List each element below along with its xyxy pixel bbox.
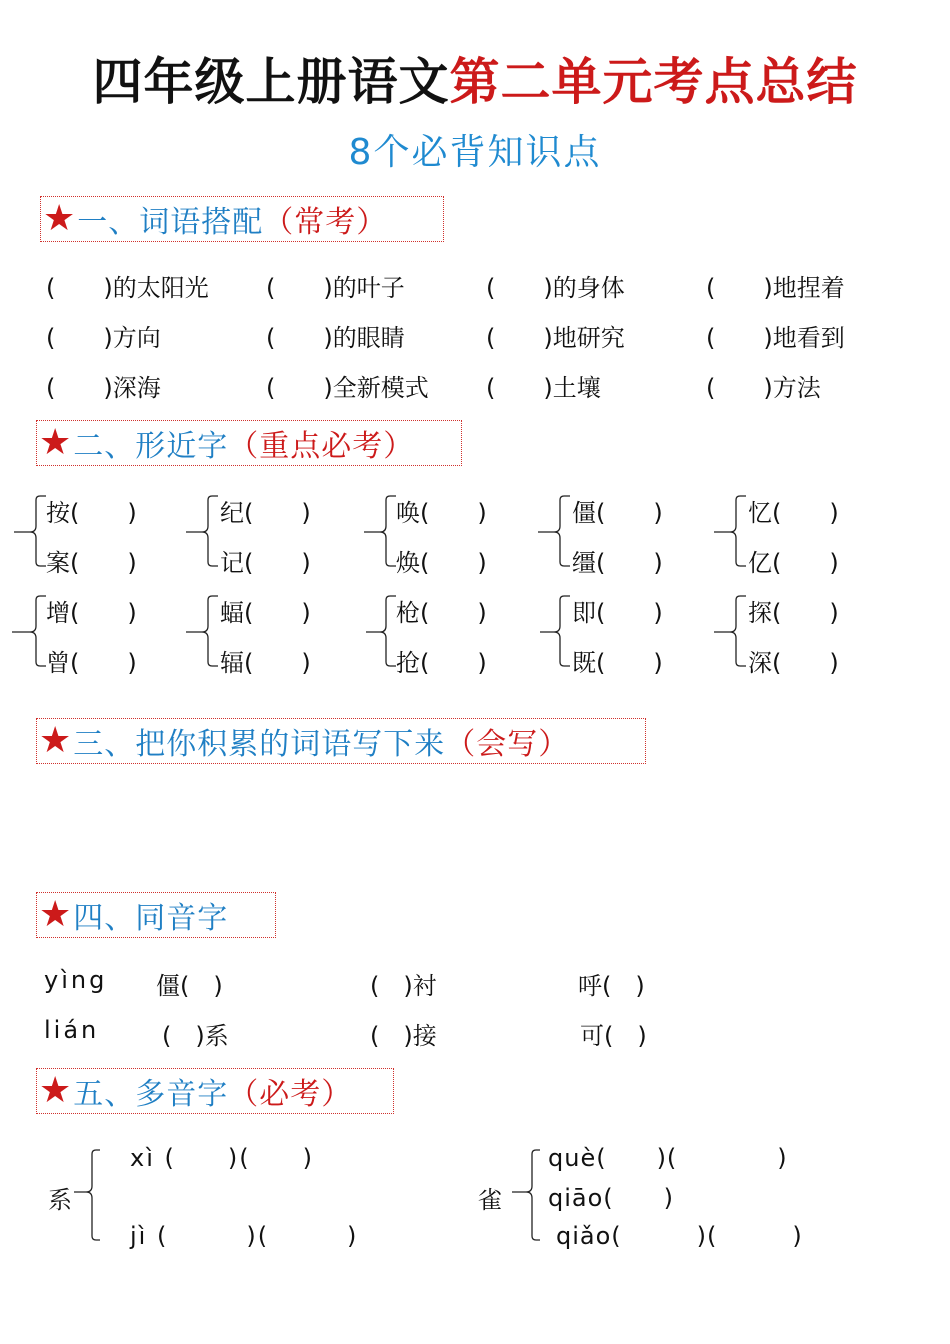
homophone-item: ( )系	[162, 1022, 229, 1050]
collocation-item: ( )方向	[46, 324, 161, 352]
similar-char-item: 缰( )	[572, 549, 663, 577]
similar-char-item: 枪( )	[396, 599, 487, 627]
collocation-item: ( )地研究	[486, 324, 625, 352]
polyphone-char: 系	[48, 1186, 72, 1214]
collocation-item: ( )的太阳光	[46, 274, 209, 302]
similar-char-item: 蝠( )	[220, 599, 311, 627]
section4-header	[36, 892, 276, 938]
polyphone-reading: què( )( )	[548, 1144, 788, 1172]
similar-char-item: 探( )	[748, 599, 839, 627]
similar-char-item: 抢( )	[396, 649, 487, 677]
section5-label: 五、多音字	[73, 1077, 229, 1112]
similar-char-item: 亿( )	[748, 549, 839, 577]
similar-char-item: 僵( )	[572, 499, 663, 527]
polyphone-reading: jì ( )( )	[130, 1222, 359, 1250]
similar-char-item: 记( )	[220, 549, 311, 577]
similar-char-item: 既( )	[572, 649, 663, 677]
brace-icon	[186, 596, 218, 666]
similar-char-item: 唤( )	[396, 499, 487, 527]
polyphone-reading: qiǎo( )( )	[556, 1222, 803, 1250]
pinyin-label: yìng	[44, 966, 108, 994]
similar-char-item: 即( )	[572, 599, 663, 627]
similar-char-item: 案( )	[46, 549, 137, 577]
homophone-item: 呼( )	[578, 972, 645, 1000]
collocation-item: ( )地看到	[706, 324, 845, 352]
similar-char-item: 焕( )	[396, 549, 487, 577]
homophone-item: ( )衬	[370, 972, 437, 1000]
collocation-item: ( )的身体	[486, 274, 625, 302]
brace-icon	[512, 1150, 540, 1240]
homophone-item: 僵( )	[156, 972, 223, 1000]
brace-icon	[364, 496, 396, 566]
page-title: 四年级上册语文第二单元考点总结	[92, 53, 858, 111]
section3-header	[36, 718, 646, 764]
collocation-item: ( )的叶子	[266, 274, 405, 302]
section5-tag: （必考）	[228, 1077, 353, 1112]
star-icon: ★	[39, 720, 72, 761]
similar-char-item: 忆( )	[748, 499, 839, 527]
similar-char-item: 辐( )	[220, 649, 311, 677]
brace-icon	[186, 496, 218, 566]
collocation-item: ( )深海	[46, 374, 161, 402]
collocation-item: ( )方法	[706, 374, 821, 402]
polyphone-char: 雀	[478, 1186, 502, 1214]
section2-label: 二、形近字	[73, 429, 229, 464]
section3-tag: （会写）	[445, 727, 570, 762]
section5-header	[36, 1068, 394, 1114]
pinyin-label: lián	[44, 1016, 100, 1044]
page-subtitle: 8个必背知识点	[348, 132, 602, 173]
brace-icon	[540, 596, 570, 666]
brace-icon	[366, 596, 396, 666]
star-icon: ★	[39, 1070, 72, 1111]
similar-char-item: 按( )	[46, 499, 137, 527]
brace-icon	[14, 496, 46, 566]
star-icon: ★	[39, 894, 72, 935]
section4-label: 四、同音字	[73, 901, 229, 936]
section2-tag: （重点必考）	[228, 429, 415, 464]
star-icon: ★	[43, 198, 76, 239]
brace-icon	[714, 596, 746, 666]
collocation-item: ( )地捏着	[706, 274, 845, 302]
homophone-item: 可( )	[580, 1022, 647, 1050]
similar-char-item: 曾( )	[46, 649, 137, 677]
brace-icon	[12, 596, 46, 666]
collocation-item: ( )的眼睛	[266, 324, 405, 352]
section1-tag: （常考）	[263, 205, 388, 240]
star-icon: ★	[39, 422, 72, 463]
brace-icon	[714, 496, 746, 566]
similar-char-item: 增( )	[46, 599, 137, 627]
section3-label: 三、把你积累的词语写下来	[73, 727, 446, 762]
similar-char-item: 纪( )	[220, 499, 311, 527]
brace-icon	[538, 496, 570, 566]
homophone-item: ( )接	[370, 1022, 437, 1050]
collocation-item: ( )土壤	[486, 374, 601, 402]
polyphone-reading: xì ( )( )	[130, 1144, 314, 1172]
similar-char-item: 深( )	[748, 649, 839, 677]
section1-label: 一、词语搭配	[77, 205, 264, 240]
collocation-item: ( )全新模式	[266, 374, 429, 402]
polyphone-reading: qiāo( )	[548, 1184, 675, 1212]
brace-icon	[74, 1150, 100, 1240]
